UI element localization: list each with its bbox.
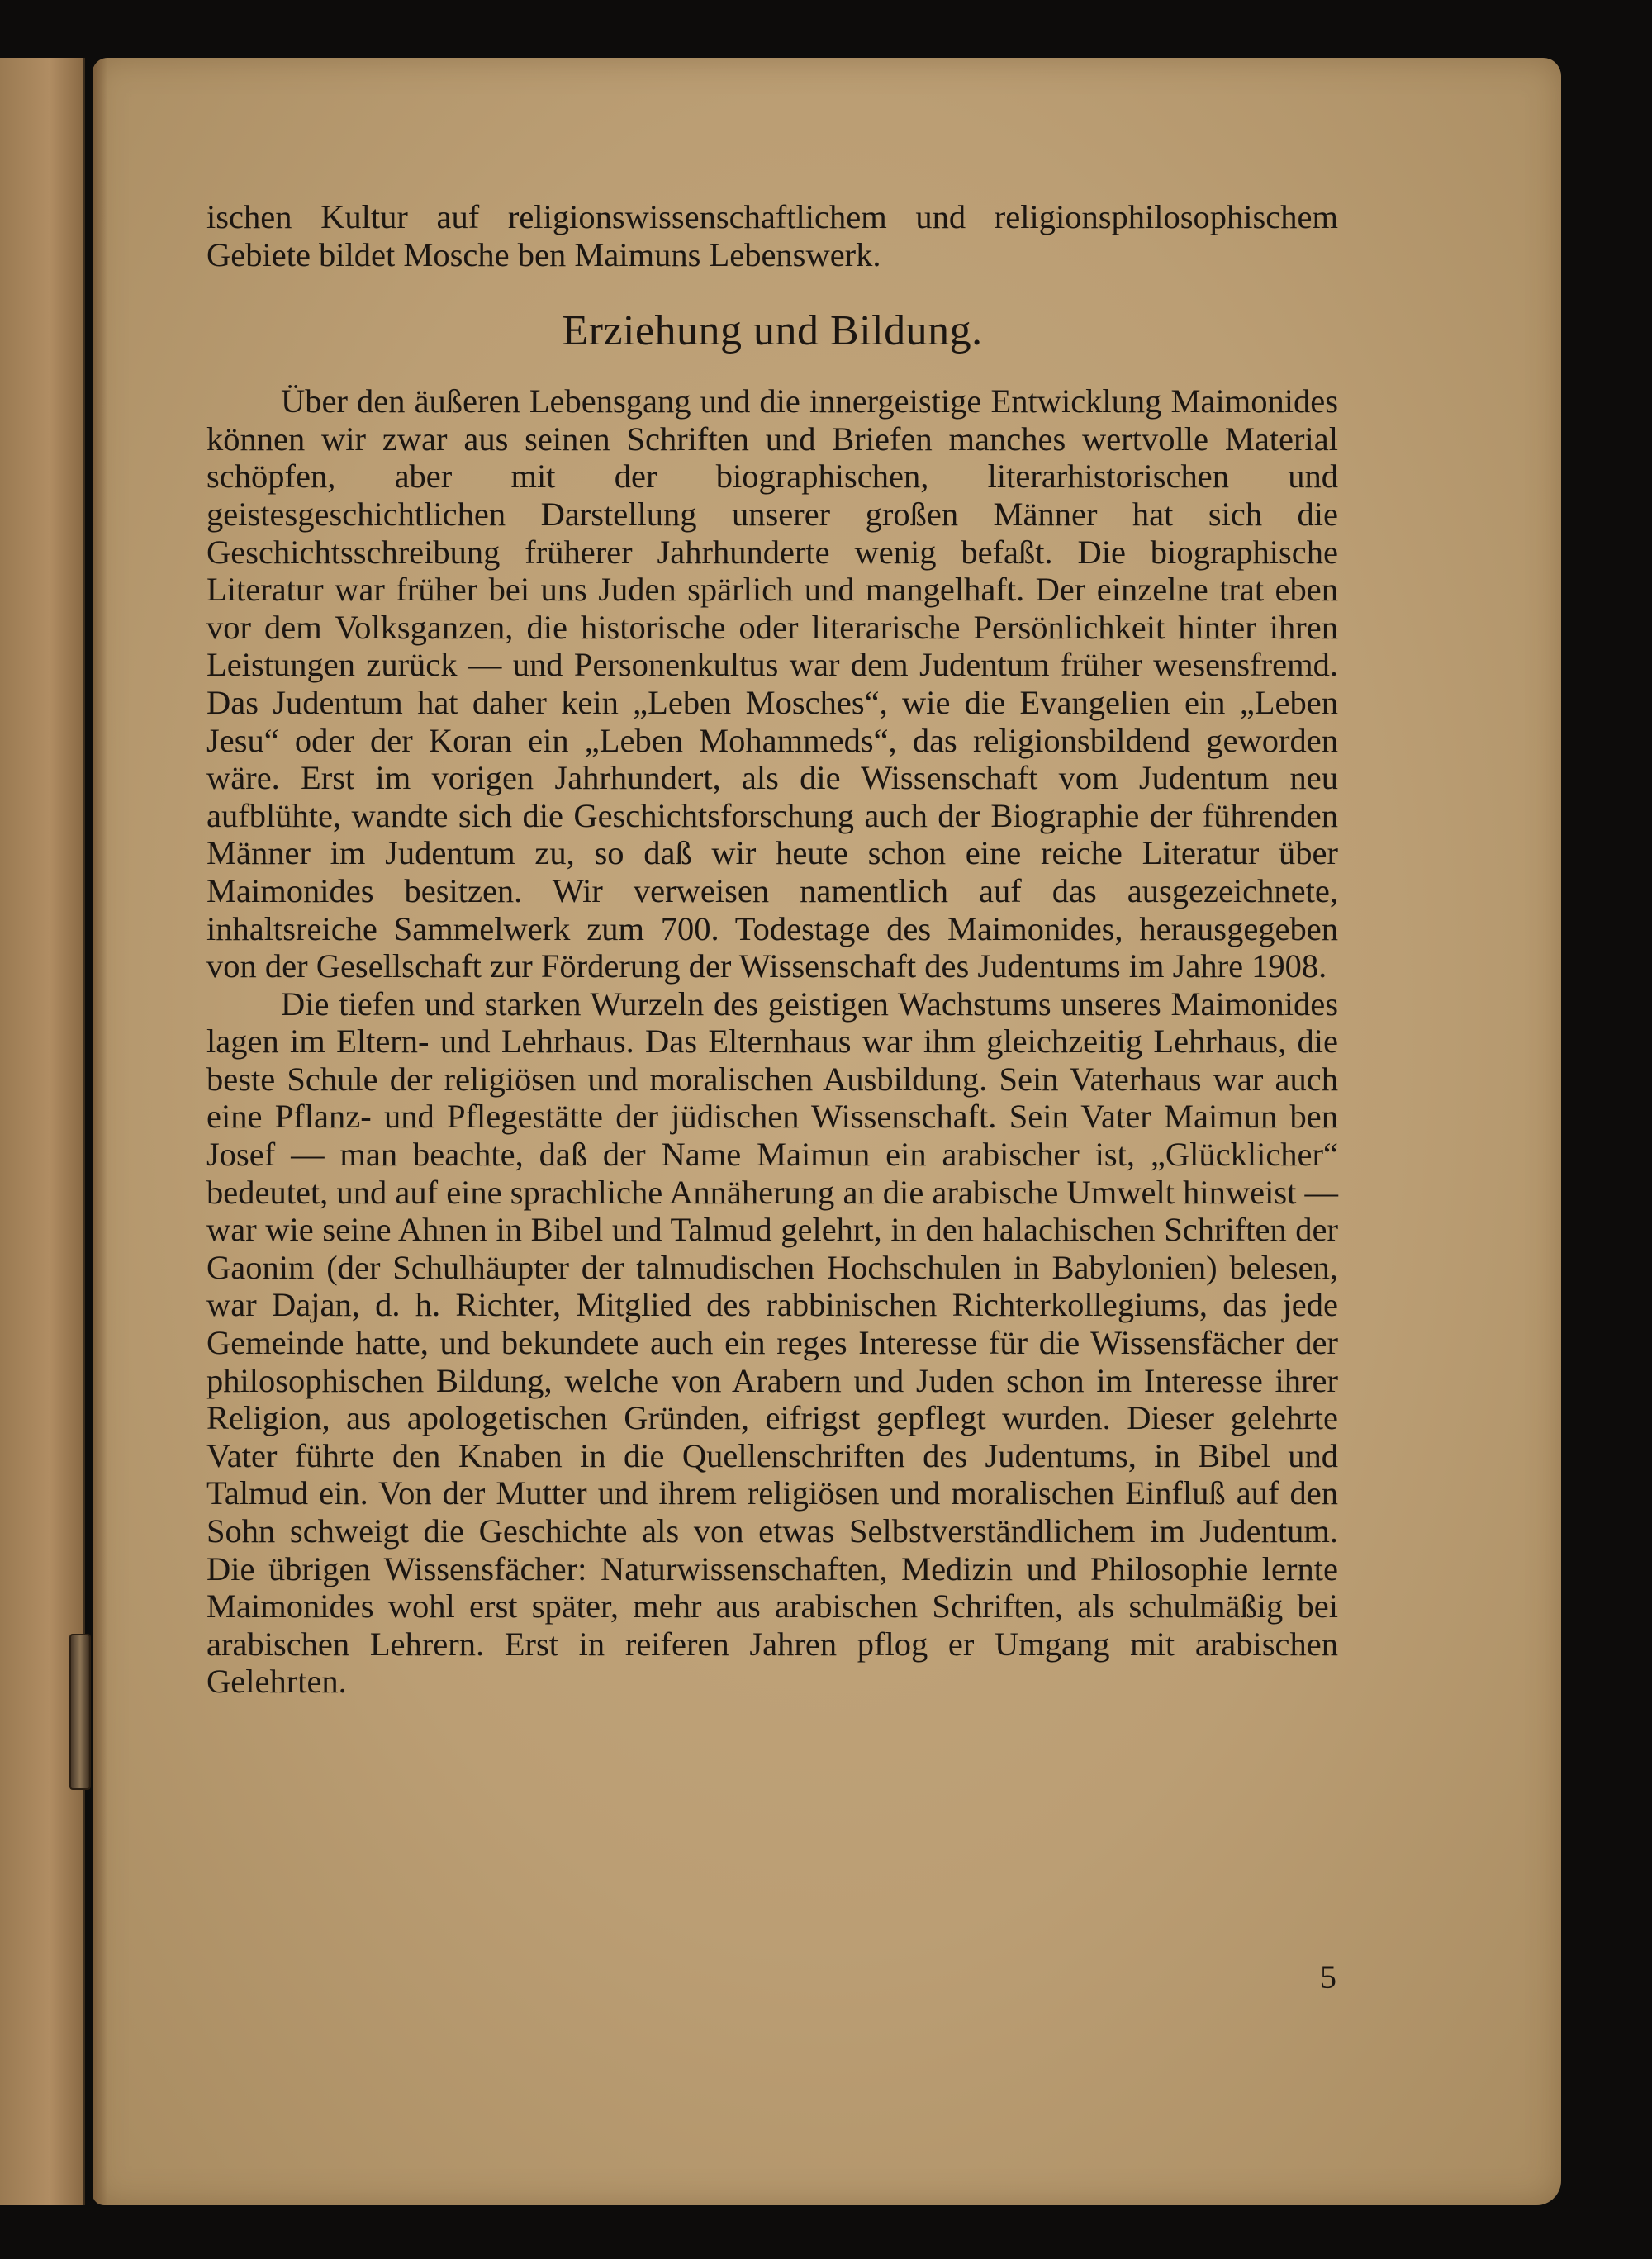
page-number: 5 (1320, 1958, 1336, 1996)
section-heading: Erziehung und Bildung. (562, 307, 983, 355)
paragraph-1: Über den äußeren Lebensgang und die innergeistige Entwicklung Maimonides können wir zwar aus seinen Schriften und Briefen manches wertvolle Material schöpfen, aber mit der biographischen, literarhistorischen und geistesgeschichtlichen Darstellung unserer großen Männer hat sich die Geschichtsschreibung früherer Jahrhunderte wenig befaßt. Die biographische Literatur war früher bei uns Juden spärlich und mangelhaft. Der einzelne trat eben vor dem Volksganzen, die historische oder literarische Persönlichkeit hinter ihren Leistungen zurück — und Personenkultus war dem Judentum früher wesensfremd. Das Judentum hat daher kein „Leben Mosches“, wie die Evangelien ein „Leben Jesu“ oder der Koran ein „Leben Mohammeds“, das religionsbildend geworden wäre. Erst im vorigen Jahrhundert, als die Wissenschaft vom Judentum neu aufblühte, wandte sich die Geschichtsforschung auch der Biographie der führenden Männer im Judentum zu, so daß wir heute schon eine reiche Literatur über Maimonides besitzen. Wir verweisen namentlich auf das ausgezeichnete, inhaltsreiche Sammelwerk zum 700. Todestage des Maimonides, herausgegeben von der Gesellschaft zur Förderung der Wissenschaft des Judentums im Jahre 1908. (206, 382, 1338, 985)
page-text-block (206, 198, 1338, 1701)
facing-page-edge (0, 58, 85, 2205)
paragraph-2: Die tiefen und starken Wurzeln des geistigen Wachstums unseres Maimonides lagen im Eltern- und Lehrhaus. Das Elternhaus war ihm gleichzeitig Lehrhaus, die beste Schule der religiösen und moralischen Ausbildung. Sein Vaterhaus war auch eine Pflanz- und Pflegestätte der jüdischen Wissenschaft. Sein Vater Maimun ben Josef — man beachte, daß der Name Maimun ein arabischer ist, „Glücklicher“ bedeutet, und auf eine sprachliche Annäherung an die arabische Umwelt hinweist — war wie seine Ahnen in Bibel und Talmud gelehrt, in den halachischen Schriften der Gaonim (der Schulhäupter der talmudischen Hochschulen in Babylonien) belesen, war Dajan, d. h. Richter, Mitglied des rabbinischen Richterkollegiums, das jede Gemeinde hatte, und bekundete auch ein reges Interesse für die Wissensfächer der philosophischen Bildung, welche von Arabern und Juden schon im Interesse ihrer Religion, aus apologetischen Gründen, eifrigst gepflegt wurden. Dieser gelehrte Vater führte den Knaben in die Quellenschriften des Judentums, in Bibel und Talmud ein. Von der Mutter und ihrem religiösen und moralischen Einfluß auf den Sohn schweigt die Geschichte als von etwas Selbstverständlichem im Judentum. Die übrigen Wissensfächer: Naturwissenschaften, Medizin und Philosophie lernte Maimonides wohl erst später, mehr aus arabischen Schriften, als schulmäßig bei arabischen Lehrern. Erst in reiferen Jahren pflog er Umgang mit arabischen Gelehrten. (206, 985, 1338, 1701)
page-spine-shadow (93, 58, 107, 2205)
binding-staple (69, 1634, 91, 1790)
carryover-paragraph: ischen Kultur auf religionswissenschaftlichem und religionsphilosophischem Gebiete bildet Mosche ben Maimuns Lebenswerk. (206, 198, 1338, 273)
